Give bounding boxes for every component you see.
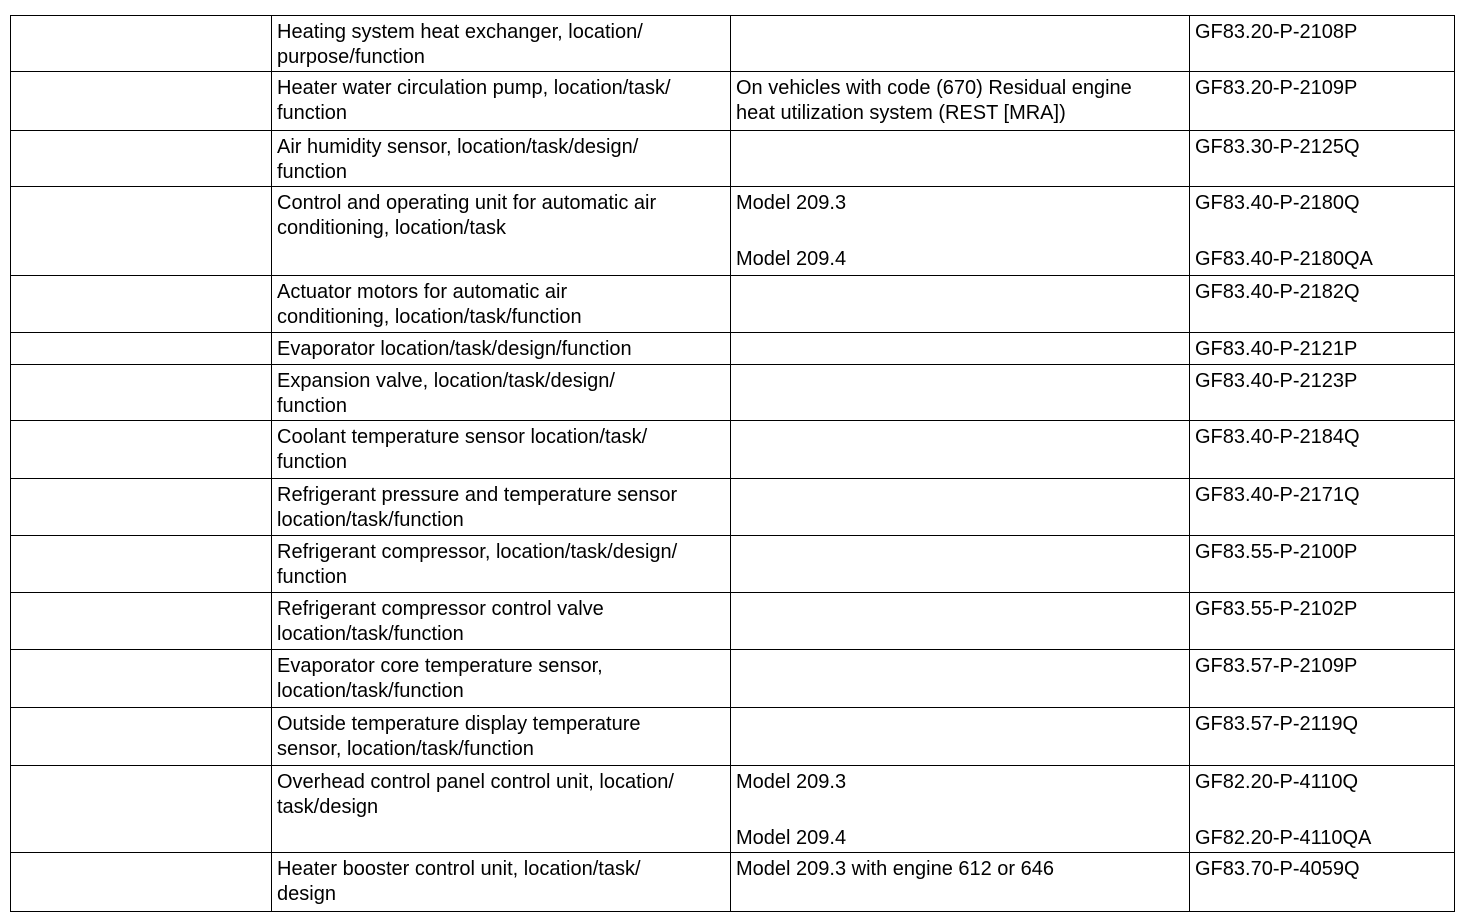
title-cell [272,593,731,650]
table-row [11,72,1455,131]
condition-cell [731,131,1190,187]
title-line: Refrigerant compressor control valve [277,598,604,620]
condition-cell [731,593,1190,650]
condition-cell [731,333,1190,365]
title-line: Control and operating unit for automatic air [277,192,657,214]
condition-cell [731,72,1190,131]
title-line: Expansion valve, location/task/design/ [277,370,615,392]
condition-cell [731,421,1190,479]
title-cell [272,131,731,187]
empty-cell [11,650,272,708]
title-line: function [277,566,348,588]
title-line: Actuator motors for automatic air [277,281,568,303]
title-line: Heater booster control unit, location/task/ [277,858,641,880]
table-row [11,276,1455,333]
title-line: location/task/function [277,623,464,645]
title-cell [272,766,731,853]
empty-cell [11,766,272,853]
document-code-cell [1190,593,1455,650]
table-row [11,421,1455,479]
condition-cell [731,479,1190,536]
title-cell [272,365,731,421]
title-cell [272,276,731,333]
condition-cell [731,766,1190,853]
title-line: function [277,451,348,473]
title-line: Refrigerant compressor, location/task/design/ [277,541,678,563]
document-code: GF83.40-P-2121P [1195,338,1358,360]
title-line: task/design [277,796,379,818]
table-row [11,593,1455,650]
condition-cell [731,853,1190,912]
title-cell [272,650,731,708]
title-line: Heater water circulation pump, location/task/ [277,77,671,99]
empty-cell [11,708,272,766]
title-line: Overhead control panel control unit, location/ [277,771,674,793]
document-table [10,15,1455,912]
empty-cell [11,479,272,536]
document-code-cell [1190,479,1455,536]
empty-cell [11,276,272,333]
document-code-cell [1190,187,1455,276]
document-code-cell [1190,708,1455,766]
document-code: GF83.40-P-2184Q [1195,426,1360,448]
title-cell [272,708,731,766]
title-cell [272,333,731,365]
condition-cell [731,187,1190,276]
document-code-cell [1190,16,1455,72]
condition-cell [731,708,1190,766]
empty-cell [11,853,272,912]
document-code-cell [1190,72,1455,131]
title-line: Outside temperature display temperature [277,713,641,735]
document-code-cell [1190,766,1455,853]
title-line: function [277,395,348,417]
condition-cell [731,365,1190,421]
table-row [11,16,1455,72]
document-code: GF83.70-P-4059Q [1195,858,1360,880]
document-code: GF83.20-P-2109P [1195,77,1358,99]
title-line: Refrigerant pressure and temperature sensor [277,484,678,506]
document-code: GF83.40-P-2123P [1195,370,1358,392]
title-line: purpose/function [277,46,425,68]
document-code: GF83.20-P-2108P [1195,21,1358,43]
table-row [11,708,1455,766]
table-body [11,16,1455,912]
document-code-cell [1190,131,1455,187]
document-code: GF83.57-P-2119Q [1195,713,1359,735]
document-code-cell [1190,365,1455,421]
title-line: Coolant temperature sensor location/task/ [277,426,648,448]
empty-cell [11,333,272,365]
condition-cell [731,16,1190,72]
title-cell [272,72,731,131]
table-row [11,650,1455,708]
table-row [11,853,1455,912]
title-line: Evaporator location/task/design/function [277,338,632,360]
title-cell [272,16,731,72]
document-code: GF83.40-P-2171Q [1195,484,1360,506]
title-line: Air humidity sensor, location/task/design/ [277,136,639,158]
title-line: location/task/function [277,509,464,531]
table-row [11,479,1455,536]
title-cell [272,536,731,593]
condition-cell [731,276,1190,333]
empty-cell [11,365,272,421]
condition-line: On vehicles with code (670) Residual engine [736,77,1132,99]
title-line: Evaporator core temperature sensor, [277,655,603,677]
empty-cell [11,16,272,72]
title-line: location/task/function [277,680,464,702]
document-code-cell [1190,853,1455,912]
document-code: GF83.30-P-2125Q [1195,136,1360,158]
condition-line: Model 209.4 [736,248,847,270]
title-cell [272,479,731,536]
table-row [11,365,1455,421]
condition-cell [731,536,1190,593]
empty-cell [11,421,272,479]
title-line: function [277,161,348,183]
document-code: GF83.57-P-2109P [1195,655,1358,677]
empty-cell [11,187,272,276]
empty-cell [11,593,272,650]
table-row [11,131,1455,187]
document-code: GF83.40-P-2180QA [1195,248,1373,270]
document-code-cell [1190,421,1455,479]
condition-line: Model 209.3 [736,771,847,793]
document-code: GF82.20-P-4110QA [1195,827,1372,849]
title-cell [272,421,731,479]
document-code-cell [1190,536,1455,593]
condition-cell [731,650,1190,708]
title-cell [272,187,731,276]
title-line: design [277,883,336,905]
table-row [11,333,1455,365]
condition-line: Model 209.4 [736,827,847,849]
condition-line: Model 209.3 with engine 612 or 646 [736,858,1055,880]
table-row [11,536,1455,593]
title-cell [272,853,731,912]
empty-cell [11,131,272,187]
document-code: GF83.40-P-2182Q [1195,281,1360,303]
document-code-cell [1190,276,1455,333]
document-code: GF83.55-P-2100P [1195,541,1358,563]
empty-cell [11,536,272,593]
document-code-cell [1190,650,1455,708]
document-code: GF82.20-P-4110Q [1195,771,1359,793]
document-code-cell [1190,333,1455,365]
title-line: conditioning, location/task/function [277,306,582,328]
title-line: sensor, location/task/function [277,738,534,760]
document-code: GF83.55-P-2102P [1195,598,1358,620]
title-line: function [277,102,348,124]
document-code: GF83.40-P-2180Q [1195,192,1360,214]
empty-cell [11,72,272,131]
title-line: conditioning, location/task [277,217,507,239]
condition-line: heat utilization system (REST [MRA]) [736,102,1066,124]
table-row [11,766,1455,853]
table-row [11,187,1455,276]
title-line: Heating system heat exchanger, location/ [277,21,643,43]
condition-line: Model 209.3 [736,192,847,214]
